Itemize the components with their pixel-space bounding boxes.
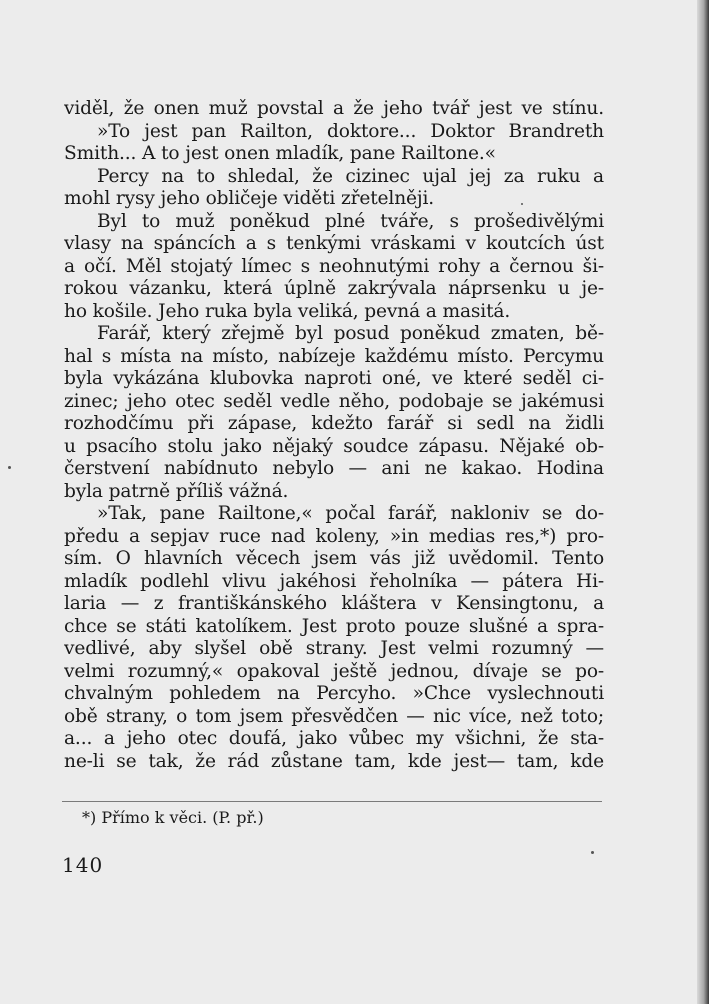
page-binding-edge [697,0,709,1004]
text-line: Smith... A to jest onen mladík, pane Railtone.« [64,143,496,164]
text-line: vedlivé, aby slyšel obě strany. Jest velmi rozumný — [64,638,604,659]
page-number: 140 [62,853,104,877]
text-line: viděl, že onen muž povstal a že jeho tvář jest ve stínu. [64,98,604,119]
text-line: ne-li se tak, že rád zůstane tam, kde jest— tam, kde [64,750,604,772]
text-line: hal s místa na místo, nabízeje každému místo. Percymu [64,345,604,367]
footnote-rule [62,801,602,802]
text-line: »Tak, pane Railtone,« počal farář, nakloniv se do- [97,503,604,524]
text-line: laria — z františkánského kláštera v Kensingtonu, a [64,593,604,614]
text-line: »To jest pan Railton, doktore... Doktor Brandreth [97,120,604,142]
text-line: sím. O hlavních věcech jsem vás již uvědomil. Tento [64,548,604,569]
print-speck [521,203,523,205]
text-line: a očí. Měl stojatý límec s neohnutými rohy a černou ši- [64,255,604,277]
text-line: předu a sepjav ruce nad koleny, »in medias res,*) pro- [64,525,604,547]
text-line: u psacího stolu jako nějaký soudce zápasu. Nějaké ob- [64,435,604,457]
footnote: *) Přímo k věci. (P. př.) [82,808,264,827]
text-line: zinec; jeho otec seděl vedle něho, podobaje se jakémusi [64,390,604,412]
text-line: byla patrně příliš vážná. [64,480,289,502]
text-line: vlasy na spáncích a s tenkými vráskami v koutcích úst [64,233,604,254]
text-line: chce se státi katolíkem. Jest proto pouze slušné a spra- [64,615,604,637]
print-speck [591,851,594,854]
text-line: mohl rysy jeho obličeje viděti zřetelněji. [64,188,435,209]
text-line: ho košile. Jeho ruka byla veliká, pevná a masitá. [64,300,511,322]
print-speck [8,466,11,469]
text-line: čerstvení nabídnuto nebylo — ani ne kakao. Hodina [64,458,604,479]
body-text [64,98,604,773]
text-line: chvalným pohledem na Percyho. »Chce vyslechnouti [64,683,604,704]
text-line: Farář, který zřejmě byl posud poněkud zmaten, bě- [97,323,604,344]
text-line: obě strany, o tom jsem přesvědčen — nic více, než toto; [64,705,604,727]
text-line: Percy na to shledal, že cizinec ujal jej za ruku a [97,165,604,187]
text-line: rozhodčímu při zápase, kdežto farář si sedl na židli [64,413,604,434]
text-line: rokou vázanku, která úplně zakrývala náprsenku u je- [64,278,604,299]
text-line: a... a jeho otec doufá, jako vůbec my všichni, že sta- [64,728,604,749]
text-line: mladík podlehl vlivu jakéhosi řeholníka — pátera Hi- [64,570,604,592]
text-line: Byl to muž poněkud plné tváře, s prošedivělými [97,210,604,232]
text-line: byla vykázána klubovka naproti oné, ve které seděl ci- [64,368,604,389]
text-line: velmi rozumný,« opakoval ještě jednou, dívaje se po- [64,660,604,682]
